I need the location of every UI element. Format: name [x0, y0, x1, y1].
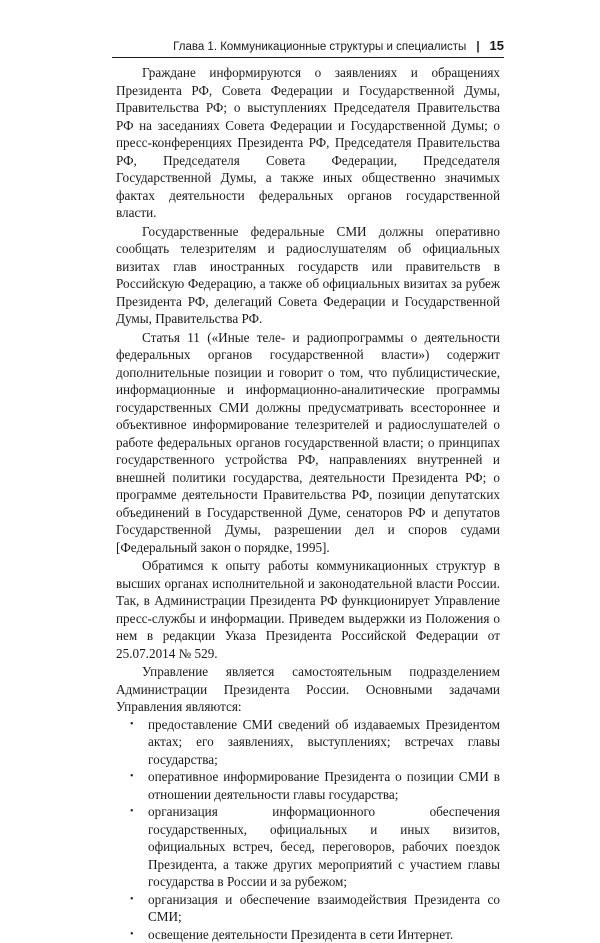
list-item-text: предоставление СМИ сведений об издаваемых Президентом актах; его заявлениях, выступлениях; встречах главы государства; [148, 717, 500, 767]
paragraph: Граждане информируются о заявлениях и обращениях Президента РФ, Совета Федерации и Государственной Думы, Правительства РФ; о выступлениях Председателя Правительства РФ на заседаниях Совета Федерации и Государственной Думы; о пресс-конференциях Президента РФ, Председателя Правительства РФ, Председателя Совета Федерации, Председателя Государственной Думы, а также иных общественно значимых фактах деятельности федеральных органов государственной власти. [116, 64, 500, 222]
page-number: 15 [490, 38, 504, 53]
list-item-text: освещение деятельности Президента в сети Интернет. [148, 927, 453, 942]
list-item-text: организация и обеспечение взаимодействия Президента со СМИ; [148, 892, 500, 925]
bullet-icon: • [130, 768, 134, 786]
list-item [116, 716, 500, 769]
list-item [116, 891, 500, 926]
page-body [116, 64, 500, 943]
bullet-icon: • [130, 803, 134, 821]
paragraph: Управление является самостоятельным подразделением Администрации Президента России. Основными задачами Управления являются: [116, 663, 500, 716]
paragraph: Обратимся к опыту работы коммуникационных структур в высших органах исполнительной и законодательной власти России. Так, в Администрации Президента РФ функционирует Управление пресс-службы и информации. Приведем выдержки из Положения о нем в редакции Указа Президента Российской Федерации от 25.07.2014 № 529. [116, 557, 500, 662]
list-item-text: организация информационного обеспечения государственных, официальных и иных визитов, официальных встреч, бесед, переговоров, рабочих поездок Президента, а также других мероприятий с участием главы государства в России и за рубежом; [148, 804, 500, 889]
list-item [116, 803, 500, 891]
list-item [116, 926, 500, 943]
bullet-icon: • [130, 891, 134, 909]
list-item [116, 768, 500, 803]
chapter-title: Глава 1. Коммуникационные структуры и специалисты [173, 41, 466, 53]
paragraph: Государственные федеральные СМИ должны оперативно сообщать телезрителям и радиослушателям об официальных визитах глав иностранных государств или правительств в Российскую Федерацию, а также об официальных визитах за рубеж Президента РФ, делегаций Совета Федерации и Государственной Думы, Правительства РФ. [116, 223, 500, 328]
list-item-text: оперативное информирование Президента о позиции СМИ в отношении деятельности главы государства; [148, 769, 500, 802]
running-header [112, 36, 504, 58]
bullet-icon: • [130, 926, 134, 943]
bullet-icon: • [130, 716, 134, 734]
paragraph: Статья 11 («Иные теле- и радиопрограммы о деятельности федеральных органов государственной власти») содержит дополнительные позиции и говорит о том, что публицистические, информационные и информационно-аналитические программы государственных СМИ должны предусматривать всестороннее и объективное информирование телезрителей и радиослушателей о работе федеральных органов государственной власти; о принципах государственного устройства РФ, направлениях внутренней и внешней политики государства, деятельности Президента РФ; о программе деятельности Правительства РФ, позиции депутатских объединений в Государственной Думе, сенаторов РФ и депутатов Государственной Думы, разрешении дел и споров судами [Федеральный закон о порядке, 1995]. [116, 329, 500, 557]
header-separator: | [476, 41, 479, 53]
